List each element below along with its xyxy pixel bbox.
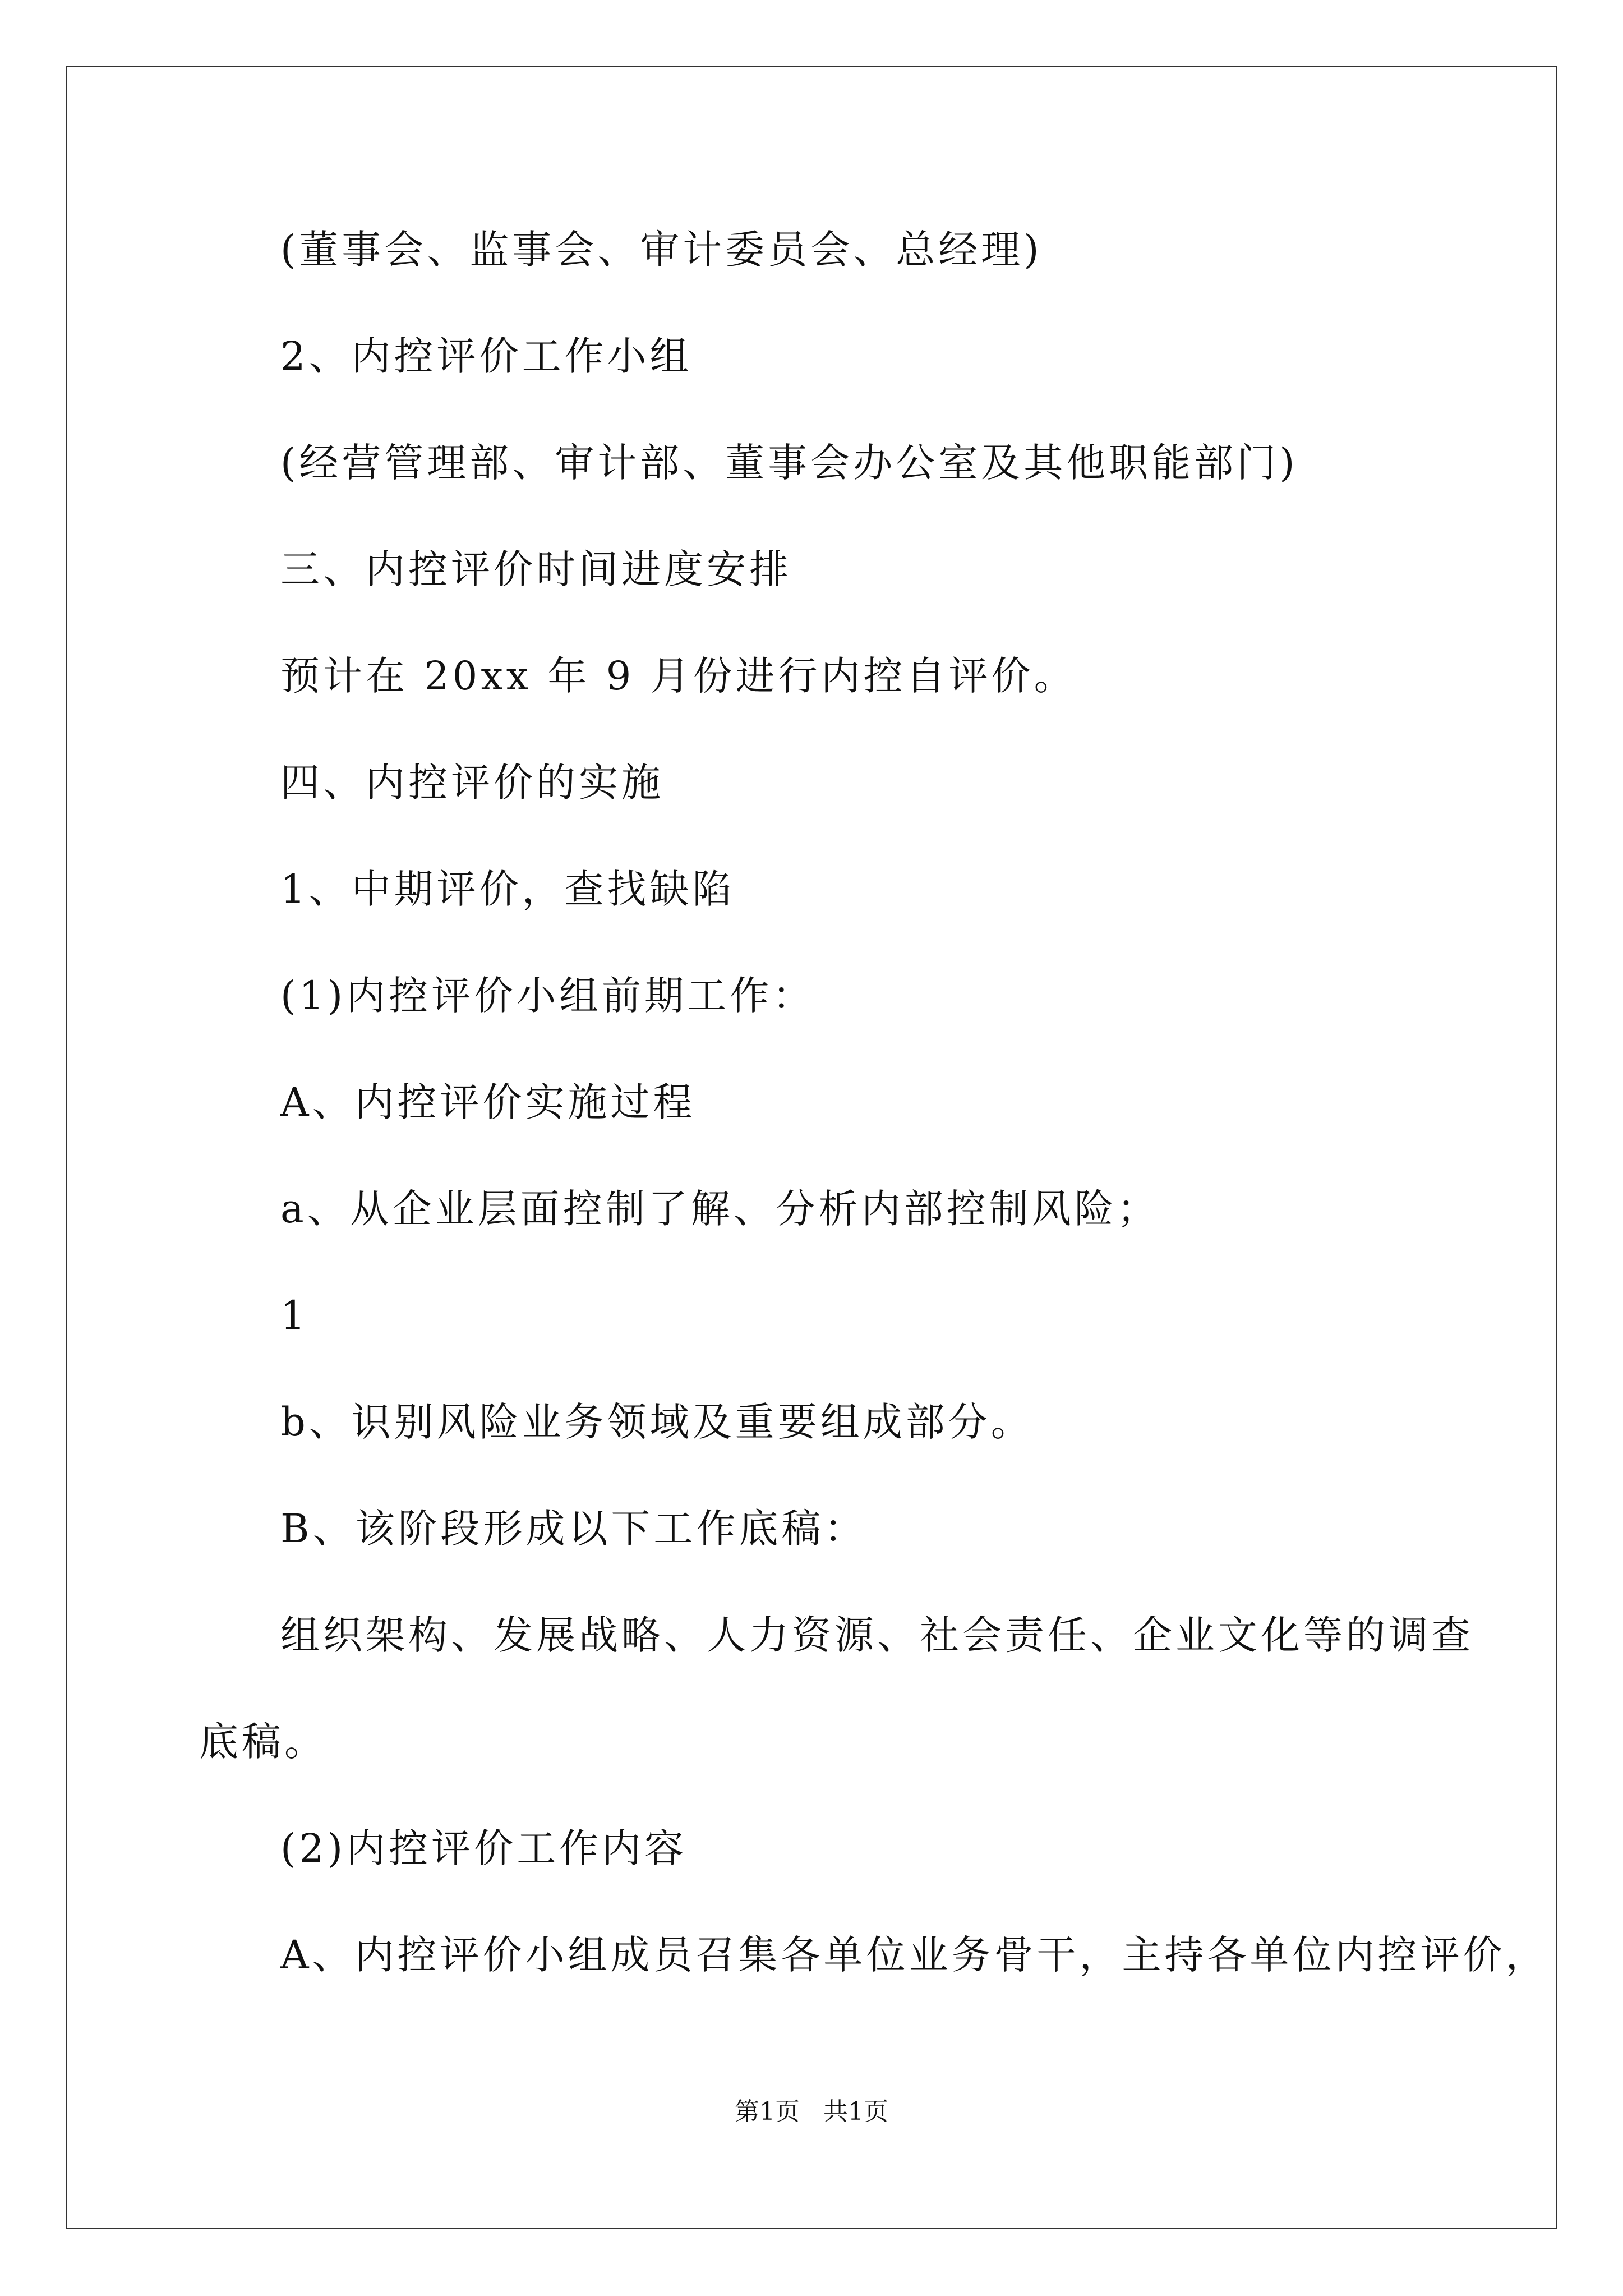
text-line: 底稿。 — [199, 1719, 327, 1765]
text-line: 三、内控评价时间进度安排 — [280, 546, 792, 592]
text-line: A、内控评价小组成员召集各单位业务骨干，主持各单位内控评价， — [280, 1932, 1548, 1978]
text-line: (2)内控评价工作内容 — [280, 1825, 688, 1871]
page-number-footer: 第1页 共1页 — [735, 2097, 888, 2126]
text-line: 1 — [280, 1292, 309, 1338]
text-line: A、内控评价实施过程 — [280, 1079, 696, 1125]
text-line: 1、中期评价，查找缺陷 — [280, 866, 735, 912]
text-line: b、识别风险业务领域及重要组成部分。 — [280, 1399, 1034, 1445]
text-line: 四、内控评价的实施 — [280, 760, 664, 806]
text-line: 预计在 20xx 年 9 月份进行内控自评价。 — [280, 653, 1077, 699]
page-border — [66, 66, 1557, 2229]
text-line: (经营管理部、审计部、董事会办公室及其他职能部门) — [280, 440, 1298, 486]
text-line: 组织架构、发展战略、人力资源、社会责任、企业文化等的调查 — [280, 1612, 1474, 1658]
text-line: (1)内控评价小组前期工作： — [280, 973, 815, 1019]
text-line: a、从企业层面控制了解、分析内部控制风险； — [280, 1186, 1160, 1232]
text-line: (董事会、监事会、审计委员会、总经理) — [280, 227, 1043, 273]
text-line: B、该阶段形成以下工作底稿： — [280, 1506, 867, 1552]
text-line: 2、内控评价工作小组 — [280, 333, 693, 379]
